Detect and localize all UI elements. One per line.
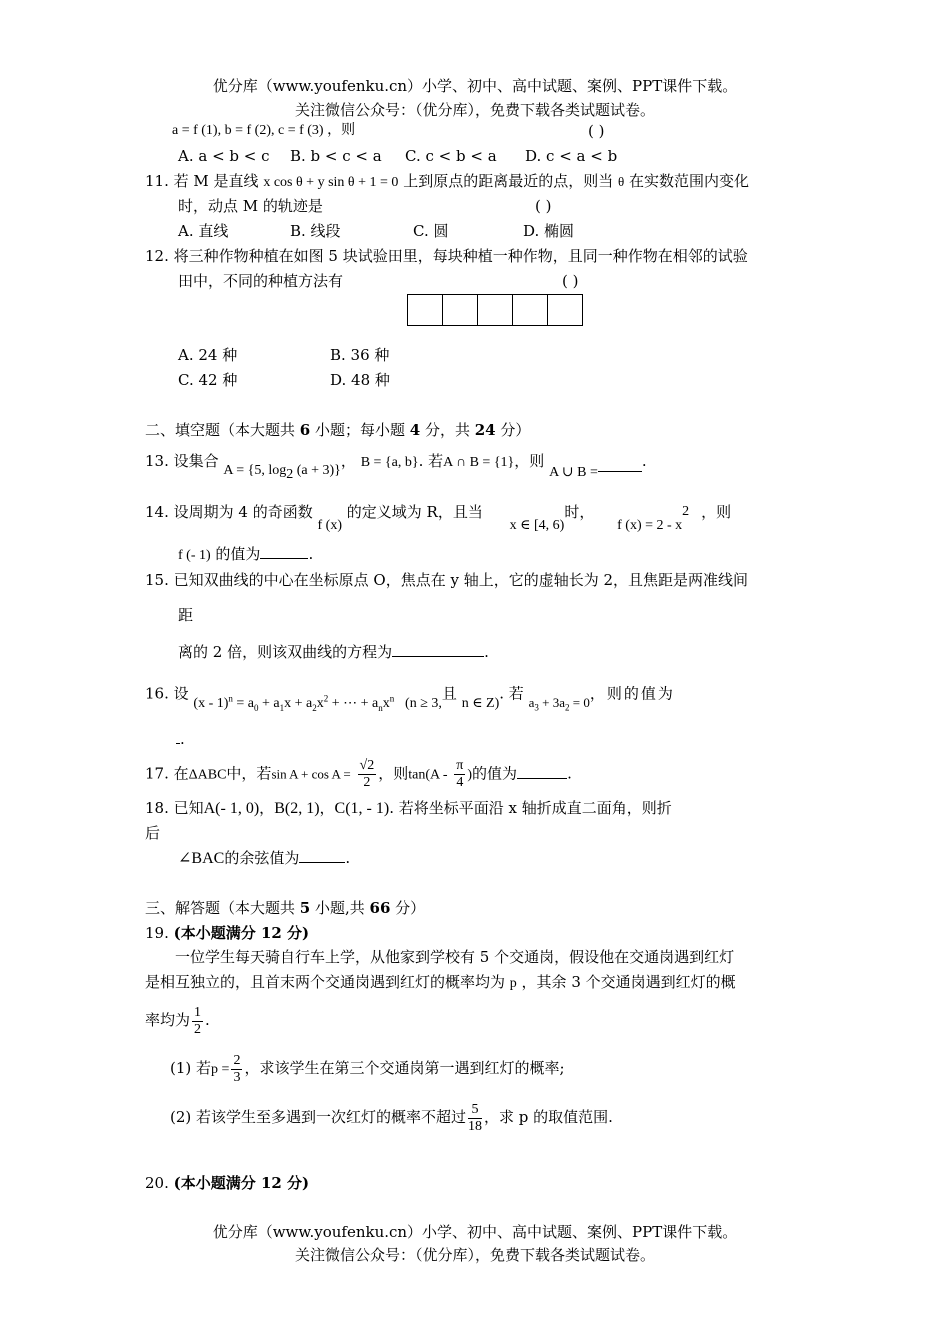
q11-line-equation: x cos θ + y sin θ + 1 = 0 bbox=[263, 175, 399, 190]
q15-text: 离的 2 倍，则该双曲线的方程为 bbox=[178, 643, 393, 661]
q10-option-c: C. c < b < a bbox=[405, 147, 497, 165]
section-3-text: 分） bbox=[390, 899, 426, 917]
q16-binomial: (x - 1) bbox=[193, 695, 229, 711]
q15-line-3 bbox=[178, 641, 489, 663]
q14-function: f (x) bbox=[317, 518, 342, 533]
q16-sub: 3 bbox=[534, 702, 539, 713]
q17-tan-expr: tan(A - bbox=[408, 767, 448, 783]
q16-text: 且 bbox=[441, 684, 457, 703]
q19-p-eq: p = bbox=[211, 1062, 230, 1077]
q16-term: = a bbox=[232, 695, 255, 711]
q18-line-1 bbox=[145, 797, 672, 820]
q13 bbox=[145, 448, 647, 480]
q16-term: + ⋯ + a bbox=[328, 695, 379, 711]
q10-stem: a = f (1), b = f (2), c = f (3) ，则 bbox=[172, 123, 356, 138]
q11-line-1 bbox=[145, 170, 749, 194]
q12-option-d: D. 48 种 bbox=[330, 371, 390, 389]
q13-set-a-end: (a + 3)} bbox=[293, 463, 341, 478]
field-cell bbox=[513, 295, 548, 325]
q16-condition: (n ≥ 3, bbox=[405, 695, 442, 711]
section-2-text: 二、填空题（本大题共 bbox=[145, 421, 300, 439]
q13-text: ，则 bbox=[514, 452, 545, 470]
header-line-1: 优分库（www.youfenku.cn）小学、初中、高中试题、案例、PPT课件下载。 bbox=[212, 77, 738, 95]
q10-option-b: B. b < c < a bbox=[290, 147, 382, 165]
q12-option-a: A. 24 种 bbox=[178, 346, 238, 364]
footer-line-2: 关注微信公众号：（优分库），免费下载各类试题试卷。 bbox=[294, 1246, 655, 1264]
q14-text: 时， bbox=[564, 503, 595, 521]
q13-period: . bbox=[641, 452, 647, 470]
q19-fraction-five-eighteenths bbox=[468, 1102, 482, 1135]
q17-text: 17. 在 bbox=[145, 764, 189, 783]
section-2-text: 小题；每小题 bbox=[310, 421, 410, 439]
section-2-count: 6 bbox=[299, 421, 311, 439]
q11-text-3: 在实数范围内变化 bbox=[629, 172, 750, 190]
q13-set-a: A = {5, log bbox=[223, 463, 287, 478]
q18-comma: ， bbox=[259, 799, 275, 817]
q16-term: + 3a bbox=[538, 694, 565, 710]
q16-term: + a bbox=[258, 695, 280, 711]
section-2-points: 4 bbox=[409, 421, 421, 439]
q18-text: . 若将坐标平面沿 x 轴折成直二面角，则折 bbox=[389, 799, 672, 817]
q19-numerator: 2 bbox=[233, 1052, 241, 1068]
q18-text: 18. 已知 bbox=[145, 799, 204, 817]
q10-option-a: A. a < b < c bbox=[178, 147, 270, 165]
q16-period: . bbox=[180, 730, 185, 748]
q11-option-c: C. 圆 bbox=[413, 222, 449, 240]
q15-line-2: 距 bbox=[178, 606, 194, 624]
q10-answer-paren: ( ) bbox=[588, 122, 605, 140]
q17-expression: sin A + cos A = bbox=[271, 766, 351, 782]
q12-option-c: C. 42 种 bbox=[178, 371, 238, 389]
q19-text: ，其余 3 个交通岗遇到红灯的概 bbox=[516, 973, 736, 991]
q19-text: 是相互独立的，且首末两个交通岗遇到红灯的概率均为 bbox=[145, 973, 510, 991]
q20-score: (本小题满分 12 分) bbox=[173, 1174, 310, 1192]
q14-answer-blank[interactable] bbox=[260, 558, 308, 559]
section-3-total: 66 bbox=[369, 899, 391, 917]
field-cell bbox=[443, 295, 478, 325]
q14-period: . bbox=[308, 545, 314, 563]
q11-option-a: A. 直线 bbox=[178, 222, 229, 240]
field-cell bbox=[408, 295, 443, 325]
q19-denominator: 3 bbox=[233, 1069, 241, 1085]
q17-triangle: ΔABC bbox=[188, 767, 227, 783]
q19-text: 率均为 bbox=[145, 1011, 191, 1029]
q13-intersection: A ∩ B = {1} bbox=[443, 455, 515, 470]
q15-period: . bbox=[484, 643, 489, 661]
q13-set-b: B = {a, b} bbox=[360, 455, 419, 470]
q16-sub: 2 bbox=[564, 702, 570, 713]
q18-line-3 bbox=[178, 847, 350, 870]
q16-exponent: n bbox=[228, 693, 233, 703]
q19-denominator: 18 bbox=[468, 1118, 483, 1134]
q14-text: 的值为 bbox=[210, 545, 261, 563]
q15-answer-blank[interactable] bbox=[392, 656, 484, 657]
q15-line-1: 15. 已知双曲线的中心在坐标原点 O，焦点在 y 轴上，它的虚轴长为 2，且焦距是两准线间 bbox=[145, 571, 749, 589]
section-2-total: 24 bbox=[474, 421, 496, 439]
q14-line-2 bbox=[178, 543, 313, 567]
q19-part-2 bbox=[170, 1100, 613, 1135]
q18-angle: ∠BAC bbox=[178, 850, 225, 867]
q19-line-2 bbox=[145, 971, 736, 995]
q14-text: 的定义域为 R，且当 bbox=[346, 503, 483, 521]
q16-term: a bbox=[528, 694, 535, 710]
q14-text: ，则 bbox=[701, 503, 732, 521]
q13-comma: ， bbox=[340, 452, 356, 470]
q11-text-2: 上到原点的距离最近的点，则当 bbox=[403, 172, 614, 190]
q17-period: . bbox=[567, 764, 572, 783]
q11-theta: θ bbox=[618, 174, 625, 189]
section-3-text: 小题,共 bbox=[310, 899, 370, 917]
q10-option-d: D. c < a < b bbox=[525, 147, 618, 165]
q19-text: (2) 若该学生至多遇到一次红灯的概率不超过 bbox=[170, 1108, 467, 1126]
q19-number: 19. bbox=[145, 924, 174, 942]
section-2-text: 分，共 bbox=[420, 421, 475, 439]
q17-denominator: 4 bbox=[456, 775, 464, 790]
q16-line-1 bbox=[145, 677, 675, 712]
q12-field-grid bbox=[407, 294, 583, 326]
q19-period: . bbox=[205, 1011, 210, 1029]
q16-sup: 2 bbox=[323, 693, 329, 703]
section-3-count: 5 bbox=[299, 899, 311, 917]
section-2-title bbox=[145, 419, 530, 441]
q12-line-1: 12. 将三种作物种植在如图 5 块试验田里，每块种植一种作物，且同一种作物在相邻的试验 bbox=[145, 247, 748, 265]
q16-term: x + a bbox=[284, 695, 313, 711]
q13-text: . 若 bbox=[418, 452, 444, 470]
q17-text: 的值为 bbox=[472, 764, 518, 783]
footer-line-1: 优分库（www.youfenku.cn）小学、初中、高中试题、案例、PPT课件下载。 bbox=[212, 1223, 738, 1241]
q14-text: 14. 设周期为 4 的奇函数 bbox=[145, 503, 313, 521]
field-cell bbox=[478, 295, 513, 325]
q18-point-c: C(1, - 1) bbox=[334, 800, 390, 817]
q18-period: . bbox=[345, 849, 351, 867]
q14-exponent: 2 bbox=[682, 504, 690, 519]
q14-expression: f (x) = 2 - x bbox=[617, 518, 683, 533]
q16-text: ，则的值为 bbox=[589, 684, 675, 703]
q18-text: 的余弦值为 bbox=[224, 849, 300, 867]
q17-paren: ) bbox=[467, 767, 473, 783]
q13-log-base: 2 bbox=[286, 467, 294, 482]
q16-expansion bbox=[193, 693, 395, 713]
q18-point-b: B(2, 1) bbox=[274, 800, 320, 817]
q17-fraction-pi-over-4 bbox=[454, 758, 465, 791]
section-3-text: 三、解答题（本大题共 bbox=[145, 899, 300, 917]
q19-numerator: 1 bbox=[194, 1004, 202, 1020]
q17-text: 中，若 bbox=[226, 764, 272, 783]
q11-text-1: 11. 若 M 是直线 bbox=[145, 172, 259, 190]
header-line-2: 关注微信公众号：（优分库），免费下载各类试题试卷。 bbox=[294, 101, 655, 119]
q16-sub: 1 bbox=[279, 702, 285, 713]
q11-line-2: 时，动点 M 的轨迹是 bbox=[178, 197, 323, 215]
q20-title bbox=[145, 1172, 309, 1194]
q17-numerator: √2 bbox=[359, 758, 375, 773]
q17 bbox=[145, 758, 572, 791]
q16-sub: 2 bbox=[312, 702, 317, 713]
q19-part-1 bbox=[170, 1051, 565, 1087]
q11-option-b: B. 线段 bbox=[290, 222, 341, 240]
q19-denominator: 2 bbox=[194, 1021, 202, 1037]
q16-text: 16. 设 bbox=[145, 684, 189, 703]
q16-text: . 若 bbox=[499, 684, 524, 703]
q19-text: ，求 p 的取值范围. bbox=[484, 1108, 613, 1126]
q16-sup: n bbox=[389, 693, 395, 703]
q16-condition-2: n ∈ Z) bbox=[461, 695, 500, 711]
q17-denominator: 2 bbox=[363, 775, 371, 790]
q19-line-3 bbox=[145, 1003, 210, 1038]
q11-option-d: D. 椭圆 bbox=[523, 222, 575, 240]
q14-line-1 bbox=[145, 495, 732, 533]
q19-numerator: 5 bbox=[468, 1102, 482, 1119]
q19-title bbox=[145, 922, 309, 944]
q13-text: 13. 设集合 bbox=[145, 452, 219, 470]
q17-text: ，则 bbox=[378, 764, 409, 783]
q16-sub: 0 bbox=[254, 702, 259, 713]
section-2-text: 分） bbox=[495, 421, 531, 439]
q17-answer-blank[interactable] bbox=[517, 778, 567, 779]
q20-number: 20. bbox=[145, 1174, 174, 1192]
q19-p: p bbox=[509, 976, 517, 991]
section-3-title bbox=[145, 897, 425, 919]
q19-fraction-half bbox=[192, 1005, 203, 1038]
q18-line-2: 后 bbox=[145, 824, 161, 842]
q14-value-expr: f (- 1) bbox=[178, 548, 211, 563]
q12-answer-paren: ( ) bbox=[562, 272, 579, 290]
q12-line-2: 田中，不同的种植方法有 bbox=[178, 272, 344, 290]
q18-comma: ， bbox=[319, 799, 335, 817]
q19-text: ，求该学生在第三个交通岗第一遇到红灯的概率; bbox=[244, 1059, 565, 1077]
q19-score: (本小题满分 12 分) bbox=[173, 924, 310, 942]
q11-answer-paren: ( ) bbox=[535, 197, 552, 215]
q19-line-1: 一位学生每天骑自行车上学，从他家到学校有 5 个交通岗，假设他在交通岗遇到红灯 bbox=[175, 948, 735, 966]
q17-numerator: π bbox=[456, 758, 464, 773]
q18-answer-blank[interactable] bbox=[299, 862, 345, 863]
q16-sub: n bbox=[378, 702, 383, 713]
q13-union: A ∪ B = bbox=[549, 465, 598, 480]
q16-relation bbox=[528, 694, 590, 713]
field-cell bbox=[548, 295, 582, 325]
q13-answer-blank[interactable] bbox=[598, 471, 642, 472]
q18-point-a: A(- 1, 0) bbox=[203, 800, 260, 817]
q17-fraction-root2-over-2 bbox=[358, 758, 377, 791]
q16-term: x bbox=[382, 695, 390, 711]
q16-line-2 bbox=[176, 728, 185, 750]
q14-interval: x ∈ [4, 6) bbox=[509, 518, 565, 533]
q16-term: x bbox=[316, 695, 324, 711]
q19-text: (1) 若 bbox=[170, 1059, 212, 1077]
q12-option-b: B. 36 种 bbox=[330, 346, 390, 364]
q19-fraction-two-thirds bbox=[231, 1053, 242, 1086]
q16-term: = 0 bbox=[569, 694, 590, 710]
